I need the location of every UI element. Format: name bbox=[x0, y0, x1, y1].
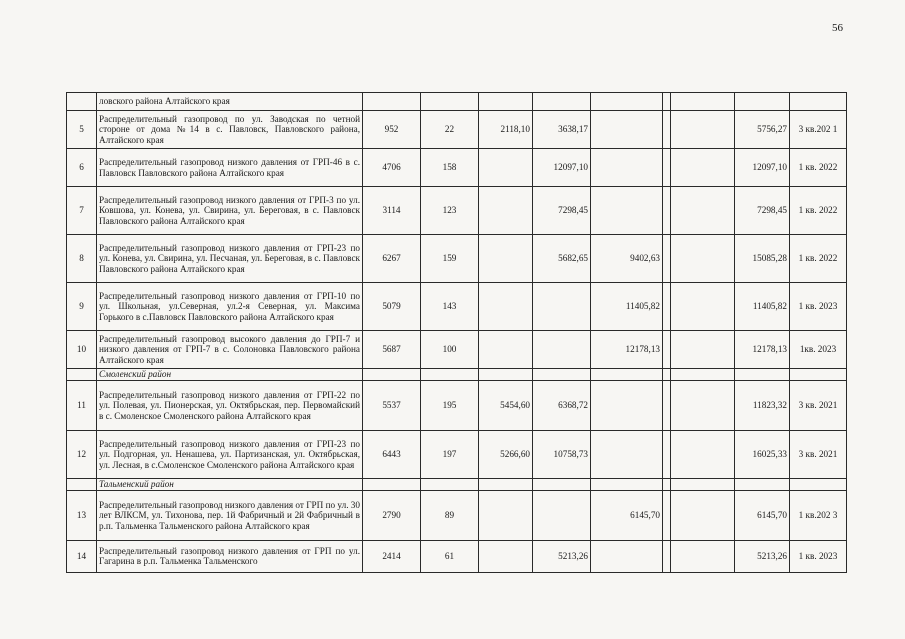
cell-c1: 4706 bbox=[363, 149, 421, 187]
cell-c6 bbox=[671, 431, 735, 479]
cell-c5 bbox=[591, 431, 663, 479]
cell-c5 bbox=[591, 149, 663, 187]
row-number: 14 bbox=[67, 541, 97, 573]
cell-c8: 1 кв. 2022 bbox=[790, 149, 847, 187]
row-number: 5 bbox=[67, 111, 97, 149]
cell-c4: 10758,73 bbox=[533, 431, 591, 479]
cell-c7: 16025,33 bbox=[735, 431, 790, 479]
spacer-cell bbox=[663, 479, 671, 491]
cell-c8: 3 кв. 2021 bbox=[790, 381, 847, 431]
cell-c5 bbox=[591, 187, 663, 235]
cell-c1: 3114 bbox=[363, 187, 421, 235]
cell-c7 bbox=[735, 369, 790, 381]
spacer-cell bbox=[663, 541, 671, 573]
cell-c3 bbox=[479, 541, 533, 573]
cell-c5 bbox=[591, 541, 663, 573]
cell-c4 bbox=[533, 491, 591, 541]
cell-c7: 5213,26 bbox=[735, 541, 790, 573]
section-title: Смоленский район bbox=[97, 369, 363, 381]
cell-c8: 3 кв.202 1 bbox=[790, 111, 847, 149]
cell-c8 bbox=[790, 479, 847, 491]
cell-c8: 1 кв. 2022 bbox=[790, 187, 847, 235]
cell-c6 bbox=[671, 111, 735, 149]
row-number: 7 bbox=[67, 187, 97, 235]
spacer-cell bbox=[663, 283, 671, 331]
cell-c2: 159 bbox=[421, 235, 479, 283]
row-description: Распределительный газопровод низкого давления от ГРП-10 по ул. Школьная, ул.Северная, ул.2-я Северная, ул. Максима Горького в с.Павловск Павловского района Алтайского края bbox=[97, 283, 363, 331]
row-description: ловского района Алтайского края bbox=[97, 93, 363, 111]
row-number: 9 bbox=[67, 283, 97, 331]
cell-c8: 3 кв. 2021 bbox=[790, 431, 847, 479]
cell-c2: 61 bbox=[421, 541, 479, 573]
cell-c7: 11823,32 bbox=[735, 381, 790, 431]
table-row bbox=[67, 149, 847, 187]
cell-c5: 11405,82 bbox=[591, 283, 663, 331]
cell-c7 bbox=[735, 93, 790, 111]
spacer-cell bbox=[663, 93, 671, 111]
cell-c4: 6368,72 bbox=[533, 381, 591, 431]
cell-c3 bbox=[479, 187, 533, 235]
cell-c1: 6443 bbox=[363, 431, 421, 479]
cell-c3: 2118,10 bbox=[479, 111, 533, 149]
row-description: Распределительный газопровод низкого давления от ГРП-23 по ул. Подгорная, ул. Ненашева, ул. Партизанская, ул. Октябрьская, ул. Лесная, в с.Смоленское Смоленского района Алтайского края bbox=[97, 431, 363, 479]
cell-c2: 100 bbox=[421, 331, 479, 369]
cell-c4: 5682,65 bbox=[533, 235, 591, 283]
cell-c6 bbox=[671, 187, 735, 235]
cell-c7: 7298,45 bbox=[735, 187, 790, 235]
cell-c5 bbox=[591, 93, 663, 111]
cell-c1: 2790 bbox=[363, 491, 421, 541]
cell-c8: 1 кв.202 3 bbox=[790, 491, 847, 541]
cell-c3 bbox=[479, 283, 533, 331]
row-description: Распределительный газопровод низкого давления от ГРП по ул. 30 лет ВЛКСМ, ул. Тихонова, пер. 1й Фабричный и 2й Фабричный в р.п. Тальменка Тальменского района Алтайского края bbox=[97, 491, 363, 541]
cell-c3 bbox=[479, 235, 533, 283]
cell-c6 bbox=[671, 283, 735, 331]
row-number: 11 bbox=[67, 381, 97, 431]
cell-c2: 195 bbox=[421, 381, 479, 431]
cell-c4: 7298,45 bbox=[533, 187, 591, 235]
cell-c8 bbox=[790, 369, 847, 381]
spacer-cell bbox=[663, 431, 671, 479]
gas-pipeline-table bbox=[66, 92, 847, 573]
cell-c6 bbox=[671, 541, 735, 573]
cell-c5: 12178,13 bbox=[591, 331, 663, 369]
cell-c1 bbox=[363, 479, 421, 491]
cell-c8 bbox=[790, 93, 847, 111]
cell-c8: 1 кв. 2022 bbox=[790, 235, 847, 283]
cell-c4 bbox=[533, 283, 591, 331]
cell-c7: 12097,10 bbox=[735, 149, 790, 187]
cell-c7: 12178,13 bbox=[735, 331, 790, 369]
cell-c3 bbox=[479, 149, 533, 187]
cell-c6 bbox=[671, 149, 735, 187]
spacer-cell bbox=[663, 369, 671, 381]
cell-c6 bbox=[671, 235, 735, 283]
table-row bbox=[67, 235, 847, 283]
cell-c3 bbox=[479, 479, 533, 491]
cell-c3 bbox=[479, 491, 533, 541]
cell-c5: 6145,70 bbox=[591, 491, 663, 541]
row-description: Распределительный газопровод высокого давления до ГРП-7 и низкого давления от ГРП-7 в с. Солоновка Павловского района Алтайского края bbox=[97, 331, 363, 369]
cell-c6 bbox=[671, 491, 735, 541]
cell-c7: 6145,70 bbox=[735, 491, 790, 541]
cell-c6 bbox=[671, 369, 735, 381]
row-number: 10 bbox=[67, 331, 97, 369]
table-row bbox=[67, 431, 847, 479]
cell-c5 bbox=[591, 479, 663, 491]
spacer-cell bbox=[663, 331, 671, 369]
cell-c6 bbox=[671, 479, 735, 491]
row-number: 8 bbox=[67, 235, 97, 283]
cell-c3 bbox=[479, 93, 533, 111]
cell-c2 bbox=[421, 93, 479, 111]
spacer-cell bbox=[663, 111, 671, 149]
cell-c2 bbox=[421, 369, 479, 381]
spacer-cell bbox=[663, 235, 671, 283]
cell-c6 bbox=[671, 381, 735, 431]
row-description: Распределительный газопровод низкого давления от ГРП-46 в с. Павловск Павловского района Алтайского края bbox=[97, 149, 363, 187]
section-row bbox=[67, 369, 847, 381]
row-description: Распределительный газопровод низкого давления от ГРП-23 по ул. Конева, ул. Свирина, ул. Песчаная, ул. Береговая, в с. Павловск Павловского района Алтайского края bbox=[97, 235, 363, 283]
row-description: Распределительный газопровод низкого давления от ГРП-22 по ул. Полевая, ул. Пионерская, ул. Октябрьская, пер. Первомайский в с. Смоленское Смоленского района Алтайского края bbox=[97, 381, 363, 431]
table-row bbox=[67, 381, 847, 431]
cell-c2: 143 bbox=[421, 283, 479, 331]
cell-c7: 5756,27 bbox=[735, 111, 790, 149]
cell-c1: 952 bbox=[363, 111, 421, 149]
row-number: 12 bbox=[67, 431, 97, 479]
cell-c7: 15085,28 bbox=[735, 235, 790, 283]
section-title: Тальменский район bbox=[97, 479, 363, 491]
cell-c7 bbox=[735, 479, 790, 491]
cell-c4 bbox=[533, 369, 591, 381]
cell-c1: 2414 bbox=[363, 541, 421, 573]
cell-c2: 123 bbox=[421, 187, 479, 235]
cell-c7: 11405,82 bbox=[735, 283, 790, 331]
cell-c8: 1кв. 2023 bbox=[790, 331, 847, 369]
cell-c1: 5079 bbox=[363, 283, 421, 331]
table-body bbox=[67, 93, 847, 573]
row-description: Распределительный газопровод по ул. Заводская по четной стороне от дома №14 в с. Павловск, Павловского района, Алтайского края bbox=[97, 111, 363, 149]
table-row bbox=[67, 93, 847, 111]
table-row bbox=[67, 491, 847, 541]
table-row bbox=[67, 541, 847, 573]
row-number bbox=[67, 93, 97, 111]
row-number: 13 bbox=[67, 491, 97, 541]
cell-c6 bbox=[671, 93, 735, 111]
cell-c2: 22 bbox=[421, 111, 479, 149]
cell-c1: 6267 bbox=[363, 235, 421, 283]
cell-c3: 5454,60 bbox=[479, 381, 533, 431]
cell-c2: 197 bbox=[421, 431, 479, 479]
cell-c4 bbox=[533, 93, 591, 111]
row-number: 6 bbox=[67, 149, 97, 187]
cell-c3: 5266,60 bbox=[479, 431, 533, 479]
cell-c2: 158 bbox=[421, 149, 479, 187]
cell-c3 bbox=[479, 369, 533, 381]
table-row bbox=[67, 187, 847, 235]
spacer-cell bbox=[663, 149, 671, 187]
cell-c1: 5687 bbox=[363, 331, 421, 369]
cell-c4: 5213,26 bbox=[533, 541, 591, 573]
cell-c5 bbox=[591, 111, 663, 149]
cell-c1 bbox=[363, 369, 421, 381]
table-row bbox=[67, 331, 847, 369]
cell-c8: 1 кв. 2023 bbox=[790, 283, 847, 331]
cell-c4 bbox=[533, 479, 591, 491]
spacer-cell bbox=[663, 491, 671, 541]
cell-c4: 3638,17 bbox=[533, 111, 591, 149]
spacer-cell bbox=[663, 381, 671, 431]
cell-c3 bbox=[479, 331, 533, 369]
table-row bbox=[67, 111, 847, 149]
cell-c6 bbox=[671, 331, 735, 369]
row-number bbox=[67, 479, 97, 491]
cell-c5: 9402,63 bbox=[591, 235, 663, 283]
cell-c5 bbox=[591, 369, 663, 381]
cell-c4: 12097,10 bbox=[533, 149, 591, 187]
cell-c1 bbox=[363, 93, 421, 111]
row-number bbox=[67, 369, 97, 381]
cell-c1: 5537 bbox=[363, 381, 421, 431]
cell-c4 bbox=[533, 331, 591, 369]
cell-c8: 1 кв. 2023 bbox=[790, 541, 847, 573]
row-description: Распределительный газопровод низкого давления от ГРП по ул. Гагарина в р.п. Тальменка Тальменского bbox=[97, 541, 363, 573]
row-description: Распределительный газопровод низкого давления от ГРП-3 по ул. Ковшова, ул. Конева, ул. Свирина, ул. Береговая, в с. Павловск Павловского района Алтайского края bbox=[97, 187, 363, 235]
page-number: 56 bbox=[832, 22, 843, 34]
cell-c2: 89 bbox=[421, 491, 479, 541]
spacer-cell bbox=[663, 187, 671, 235]
cell-c5 bbox=[591, 381, 663, 431]
section-row bbox=[67, 479, 847, 491]
cell-c2 bbox=[421, 479, 479, 491]
table-row bbox=[67, 283, 847, 331]
